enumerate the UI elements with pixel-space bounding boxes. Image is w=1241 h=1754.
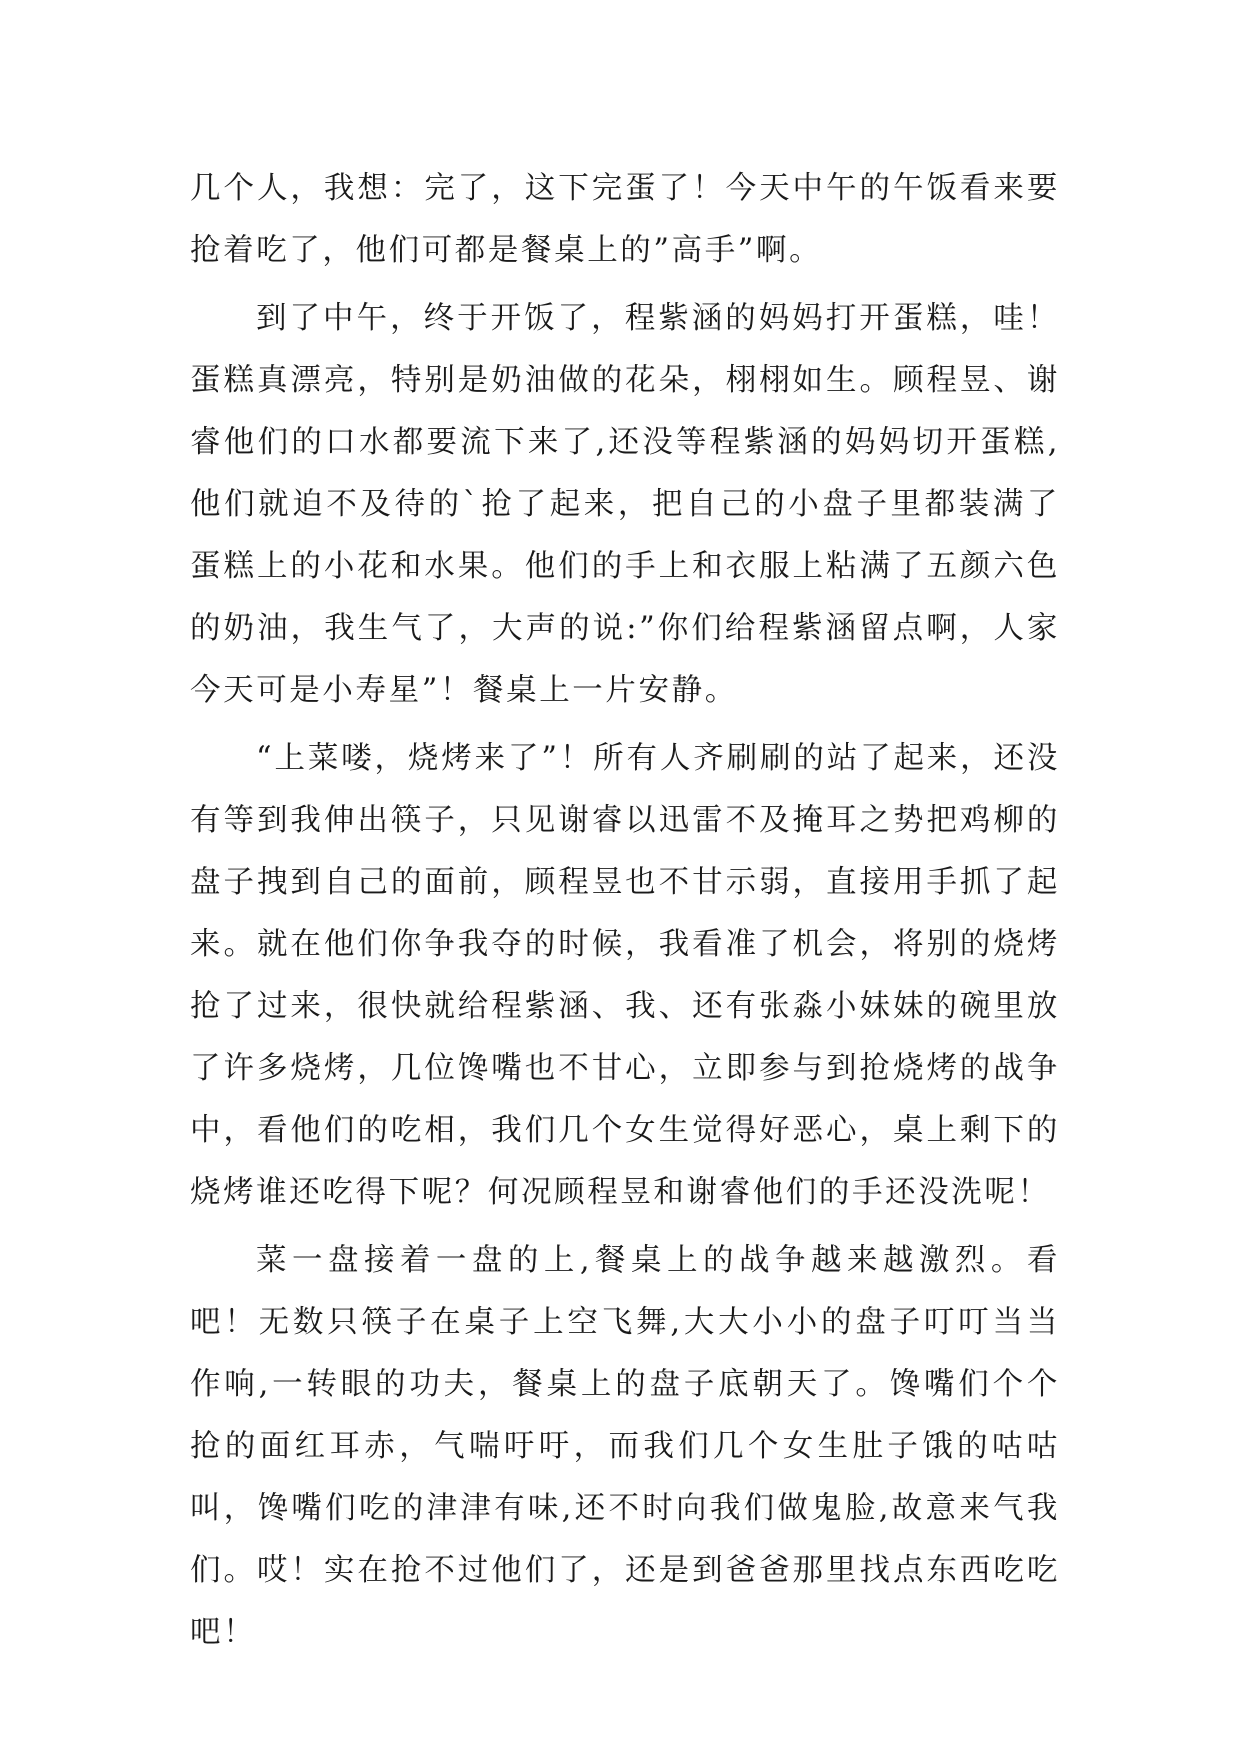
article-body xyxy=(190,158,1060,1664)
paragraph-4: 菜一盘接着一盘的上,餐桌上的战争越来越激烈。看吧！无数只筷子在桌子上空飞舞,大大小小的盘子叮叮当当作响,一转眼的功夫，餐桌上的盘子底朝天了。馋嘴们个个抢的面红耳赤，气喘吁吁，而我们几个女生肚子饿的咕咕叫，馋嘴们吃的津津有味,还不时向我们做鬼脸,故意来气我们。哎！实在抢不过他们了，还是到爸爸那里找点东西吃吃吧！ xyxy=(190,1243,1060,1650)
paragraph-3: “上菜喽，烧烤来了”！所有人齐刷刷的站了起来，还没有等到我伸出筷子，只见谢睿以迅雷不及掩耳之势把鸡柳的盘子拽到自己的面前，顾程昱也不甘示弱，直接用手抓了起来。就在他们你争我夺的时候，我看准了机会，将别的烧烤抢了过来，很快就给程紫涵、我、还有张淼小妹妹的碗里放了许多烧烤，几位馋嘴也不甘心，立即参与到抢烧烤的战争中，看他们的吃相，我们几个女生觉得好恶心，桌上剩下的烧烤谁还吃得下呢？何况顾程昱和谢睿他们的手还没洗呢！ xyxy=(190,741,1060,1210)
paragraph-2: 到了中午，终于开饭了，程紫涵的妈妈打开蛋糕，哇！蛋糕真漂亮，特别是奶油做的花朵，栩栩如生。顾程昱、谢睿他们的口水都要流下来了,还没等程紫涵的妈妈切开蛋糕,他们就迫不及待的`抢了起来，把自己的小盘子里都装满了蛋糕上的小花和水果。他们的手上和衣服上粘满了五颜六色的奶油，我生气了，大声的说:”你们给程紫涵留点啊，人家今天可是小寿星”！餐桌上一片安静。 xyxy=(190,301,1060,708)
paragraph-1: 几个人，我想：完了，这下完蛋了！今天中午的午饭看来要抢着吃了，他们可都是餐桌上的”高手”啊。 xyxy=(190,171,1060,268)
